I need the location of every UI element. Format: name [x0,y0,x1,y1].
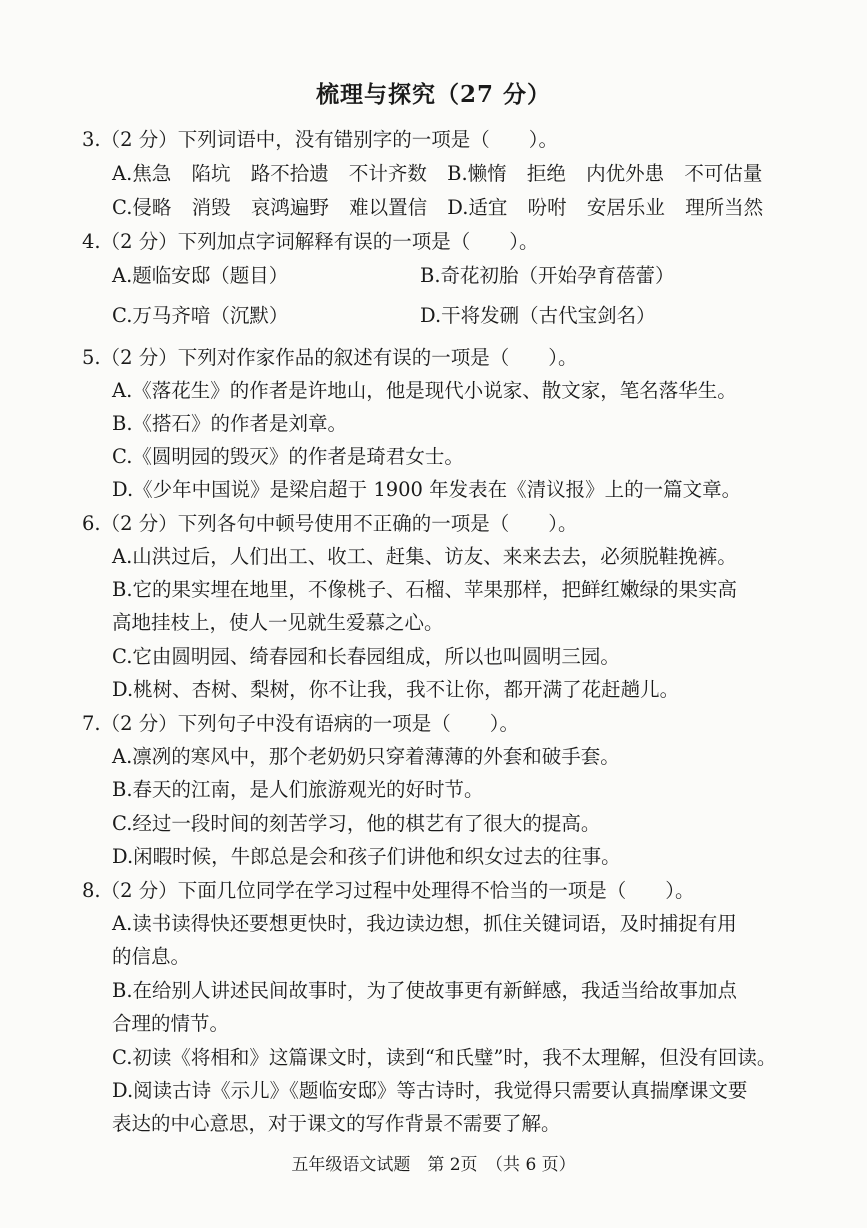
question-5-stem: 5.（2 分）下列对作家作品的叙述有误的一项是（ ）。 [82,346,578,369]
question-7-option-a: A.凛冽的寒风中，那个老奶奶只穿着薄薄的外套和破手套。 [112,745,620,768]
question-4-option-b: B.奇花初胎（开始孕育蓓蕾） [420,264,675,287]
question-7-option-c: C.经过一段时间的刻苦学习，他的棋艺有了很大的提高。 [112,812,601,835]
q3-word: 吩咐 [527,196,567,219]
question-5-option-b: B.《搭石》的作者是刘章。 [112,412,348,435]
question-6-option-d: D.桃树、杏树、梨树，你不让我，我不让你，都开满了花赶趟儿。 [112,678,680,701]
question-6-stem: 6.（2 分）下列各句中顿号使用不正确的一项是（ ）。 [82,512,578,535]
question-7-stem: 7.（2 分）下列句子中没有语病的一项是（ ）。 [82,712,519,735]
question-5-option-a: A.《落花生》的作者是许地山，他是现代小说家、散文家，笔名落华生。 [112,379,737,402]
question-3-row-1 [112,158,776,186]
q3-word: C.侵略 [112,196,172,219]
question-4-option-a: A.题临安邸（题目） [112,264,289,287]
question-8-option-c: C.初读《将相和》这篇课文时，读到“和氏璧”时，我不太理解，但没有回读。 [112,1046,777,1069]
question-3-stem: 3.（2 分）下列词语中，没有错别字的一项是（ ）。 [82,128,558,151]
question-4-option-d: D.干将发硎（古代宝剑名） [420,304,656,327]
q3-word: 不可估量 [684,162,763,185]
q3-word: 陷坑 [191,162,231,185]
q3-word: 消毁 [191,196,231,219]
question-8-option-a-line-2: 的信息。 [112,945,191,968]
page-footer: 五年级语文试题 第 2页 （共 6 页） [291,1155,576,1175]
question-7-option-d: D.闲暇时候，牛郎总是会和孩子们讲他和织女过去的往事。 [112,845,621,868]
question-8-option-d-line-1: D.阅读古诗《示儿》《题临安邸》等古诗时，我觉得只需要认真揣摩课文要 [112,1079,748,1102]
question-6-option-a: A.山洪过后，人们出工、收工、赶集、访友、来来去去，必须脱鞋挽裤。 [112,545,737,568]
q3-word: 拒绝 [526,162,566,185]
question-7-option-b: B.春天的江南，是人们旅游观光的好时节。 [112,778,484,801]
q3-word: 难以置信 [349,196,428,219]
question-6-option-c: C.它由圆明园、绮春园和长春园组成，所以也叫圆明三园。 [112,645,620,668]
question-4-stem: 4.（2 分）下列加点字词解释有误的一项是（ ）。 [82,230,539,253]
question-8-option-b-line-2: 合理的情节。 [112,1012,230,1035]
question-3-row-2 [112,192,777,220]
question-8-stem: 8.（2 分）下面几位同学在学习过程中处理得不恰当的一项是（ ）。 [82,879,695,902]
question-4-option-c: C.万马齐喑（沉默） [112,304,289,327]
q3-word: A.焦急 [112,162,172,185]
q3-word: 安居乐业 [586,196,665,219]
q3-word: 理所当然 [685,196,764,219]
q3-word: D.适宜 [447,196,508,219]
question-8-option-b-line-1: B.在给别人讲述民间故事时，为了使故事更有新鲜感，我适当给故事加点 [112,979,738,1002]
question-8-option-a-line-1: A.读书读得快还要想更快时，我边读边想，抓住关键词语，及时捕捉有用 [112,912,737,935]
q3-word: 不计齐数 [348,162,427,185]
question-5-option-c: C.《圆明园的毁灭》的作者是琦君女士。 [112,445,464,468]
question-5-option-d: D.《少年中国说》是梁启超于 1900 年发表在《清议报》上的一篇文章。 [112,478,742,501]
question-6-option-b-line-1: B.它的果实埋在地里，不像桃子、石榴、苹果那样，把鲜红嫩绿的果实高 [112,578,738,601]
q3-word: B.懒惰 [447,162,507,185]
question-8-option-d-line-2: 表达的中心意思，对于课文的写作背景不需要了解。 [112,1112,561,1135]
q3-word: 哀鸿遍野 [250,196,329,219]
question-6-option-b-line-2: 高地挂枝上，使人一见就生爱慕之心。 [112,611,444,634]
q3-word: 内优外患 [586,162,665,185]
section-title: 梳理与探究（27 分） [315,81,551,108]
q3-word: 路不拾遗 [250,162,329,185]
